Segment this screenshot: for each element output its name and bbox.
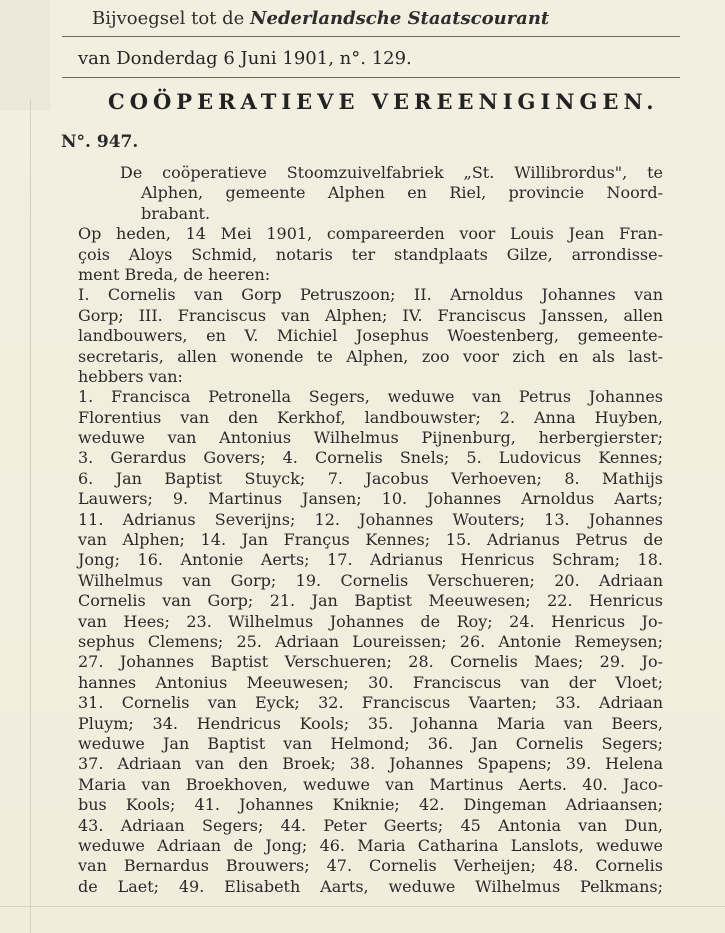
text-line: Jong; 16. Antonie Aerts; 17. Adrianus Henricus Schram; 18. [78,550,663,570]
text-line: Pluym; 34. Hendricus Kools; 35. Johanna Maria van Beers, [78,713,663,733]
text-line: 3. Gerardus Govers; 4. Cornelis Snels; 5. Ludovicus Kennes; [78,448,663,468]
paper-edge-shade [0,0,50,110]
supplement-title: Nederlandsche Staatscourant [250,8,550,29]
text-line: brabant. [141,203,211,223]
page-bottom-edge [0,906,725,907]
text-line: 43. Adriaan Segers; 44. Peter Geerts; 45 Antonia van Dun, [78,815,663,835]
text-line: bus Kools; 41. Johannes Kniknie; 42. Dingeman Adriaansen; [78,795,663,815]
text-line: I. Cornelis van Gorp Petruszoon; II. Arnoldus Johannes van [78,285,663,305]
text-line: Maria van Broekhoven, weduwe van Martinus Aerts. 40. Jaco- [78,774,663,794]
text-line: weduwe Adriaan de Jong; 46. Maria Catharina Lanslots, weduwe [78,835,663,855]
header-rule-top [62,36,680,37]
text-line: de Laet; 49. Elisabeth Aarts, weduwe Wilhelmus Pelkmans; [78,876,663,896]
text-line: 11. Adrianus Severijns; 12. Johannes Wouters; 13. Johannes [78,509,663,529]
text-line: Alphen, gemeente Alphen en Riel, provincie Noord- [141,183,663,203]
supplement-header [92,8,549,29]
article-body [78,163,663,897]
text-line: De coöperatieve Stoomzuivelfabriek „St. Willibrordus", te [120,163,663,182]
text-line: Cornelis van Gorp; 21. Jan Baptist Meeuwesen; 22. Henricus [78,591,663,611]
section-title: COÖPERATIEVE VEREENIGINGEN. [108,89,659,114]
text-line: Wilhelmus van Gorp; 19. Cornelis Verschueren; 20. Adriaan [78,570,663,590]
text-line: secretaris, allen wonende te Alphen, zoo voor zich en als last- [78,346,663,366]
text-line: 27. Johannes Baptist Verschueren; 28. Cornelis Maes; 29. Jo- [78,652,663,672]
text-line: ment Breda, de heeren: [78,264,271,284]
text-line: weduwe van Antonius Wilhelmus Pijnenburg, herbergierster; [78,428,663,448]
text-line: weduwe Jan Baptist van Helmond; 36. Jan Cornelis Segers; [78,733,663,753]
supplement-prefix: Bijvoegsel tot de [92,8,245,29]
text-line: van Bernardus Brouwers; 47. Cornelis Verheijen; 48. Cornelis [78,856,663,876]
text-line: çois Aloys Schmid, notaris ter standplaats Gilze, arrondisse- [78,244,663,264]
text-line: hebbers van: [78,366,183,386]
text-line: Op heden, 14 Mei 1901, compareerden voor Louis Jean Fran- [78,224,663,244]
issue-date-line: van Donderdag 6 Juni 1901, n°. 129. [78,48,412,69]
text-line: Lauwers; 9. Martinus Jansen; 10. Johannes Arnoldus Aarts; [78,489,663,509]
text-line: Florentius van den Kerkhof, landbouwster; 2. Anna Huyben, [78,407,663,427]
article-number: N°. 947. [61,132,139,152]
text-line: van Alphen; 14. Jan Françus Kennes; 15. Adrianus Petrus de [78,530,663,550]
text-line: 31. Cornelis van Eyck; 32. Franciscus Vaarten; 33. Adriaan [78,693,663,713]
header-rule-bottom [62,77,680,78]
text-line: sephus Clemens; 25. Adriaan Loureissen; 26. Antonie Remeysen; [78,631,663,651]
text-line: 37. Adriaan van den Broek; 38. Johannes Spapens; 39. Helena [78,754,663,774]
text-line: Gorp; III. Franciscus van Alphen; IV. Franciscus Janssen, allen [78,305,663,325]
text-line: hannes Antonius Meeuwesen; 30. Franciscus van der Vloet; [78,672,663,692]
text-line: landbouwers, en V. Michiel Josephus Woestenberg, gemeente- [78,326,663,346]
text-line: 1. Francisca Petronella Segers, weduwe van Petrus Johannes [78,387,663,407]
left-margin-line [30,100,31,933]
text-line: van Hees; 23. Wilhelmus Johannes de Roy; 24. Henricus Jo- [78,611,663,631]
text-line: 6. Jan Baptist Stuyck; 7. Jacobus Verhoeven; 8. Mathijs [78,468,663,488]
